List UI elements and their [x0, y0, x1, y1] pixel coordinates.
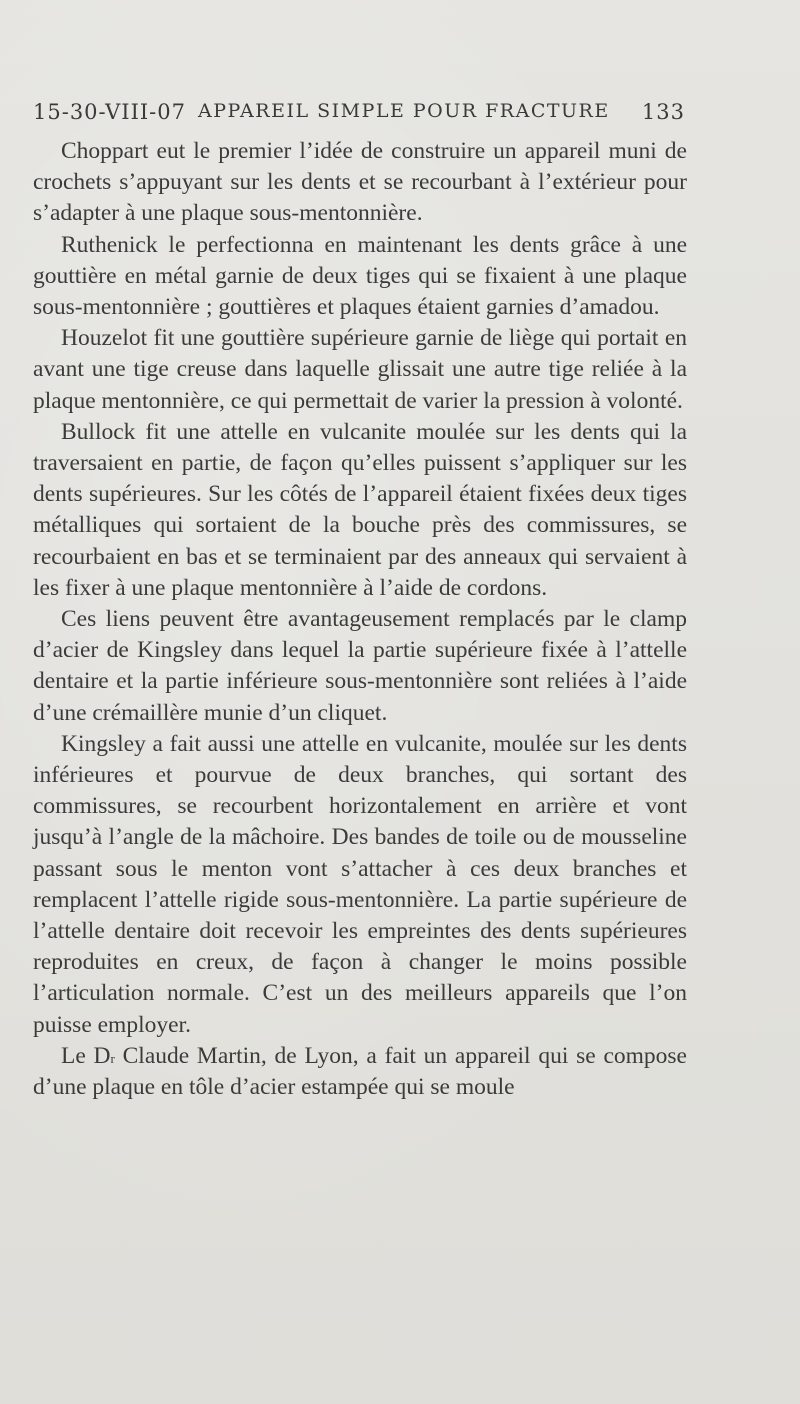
- paragraph-kingsley: Kingsley a fait aussi une attelle en vulcanite, moulée sur les dents inférieures et pourvue de deux branches, qui sortant des commissures, se recourbent horizontalement en arrière et vont jusqu’à l’angle de la mâchoire. Des bandes de toile ou de mousseline passant sous le menton vont s’attacher à ces deux branches et remplacent l’attelle rigide sous-mentonnière. La partie supérieure de l’attelle dentaire doit recevoir les empreintes des dents supérieures reproduites en creux, de façon à changer le moins possible l’articulation normale. C’est un des meilleurs appareils que l’on puisse employer.: [33, 730, 687, 1038]
- superscript-r: r: [110, 1050, 115, 1066]
- paragraph-houzelot: Houzelot fit une gouttière supérieure garnie de liège qui portait en avant une tige creuse dans laquelle glissait une autre tige reliée à la plaque mentonnière, ce qui permettait de varier la pression à volonté.: [33, 325, 687, 414]
- body-text: [33, 136, 687, 1103]
- paragraph-claude-martin: [33, 1041, 687, 1103]
- paragraph-liens: Ces liens peuvent être avantageusement remplacés par le clamp d’acier de Kingsley dans lequel la partie supérieure fixée à l’attelle dentaire et la partie inférieure sous-mentonnière sont reliées à l’aide d’une crémaillère munie d’un cliquet.: [33, 606, 687, 726]
- signature-mark: 15-30-VIII-07: [33, 100, 186, 124]
- paragraph-bullock: Bullock fit une attelle en vulcanite moulée sur les dents qui la traversaient en partie, de façon qu’elles puissent s’appliquer sur les dents supérieures. Sur les côtés de l’appareil étaient fixées deux tiges métalliques qui sortaient de la bouche près des commissures, se recourbaient en bas et se terminaient par des anneaux qui servaient à les fixer à une plaque mentonnière à l’aide de cordons.: [33, 418, 687, 601]
- page-number: 133: [641, 100, 685, 124]
- paragraph-rest: Claude Martin, de Lyon, a fait un appareil qui se compose d’une plaque en tôle d’acier estampée qui se moule: [33, 1042, 687, 1101]
- running-header: [33, 100, 685, 130]
- paragraph-ruthenick: Ruthenick le perfectionna en maintenant les dents grâce à une gouttière en métal garnie de deux tiges qui se fixaient à une plaque sous-mentonnière ; gouttières et plaques étaient garnies d’amadou.: [33, 231, 687, 321]
- paragraph-start: Le D: [61, 1042, 111, 1069]
- running-title: APPAREIL SIMPLE POUR FRACTURE: [198, 100, 610, 122]
- paragraph-choppart: Choppart eut le premier l’idée de construire un appareil muni de crochets s’appuyant sur les dents et se recourbant à l’extérieur pour s’adapter à une plaque sous-mentonnière.: [33, 138, 687, 227]
